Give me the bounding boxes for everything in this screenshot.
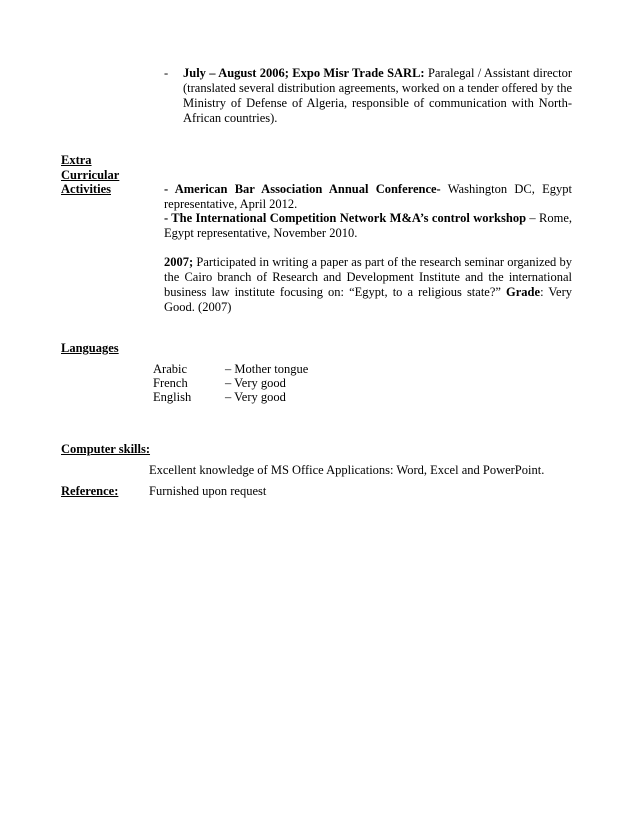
extra-curricular-heading-line2: Curricular — [61, 167, 120, 182]
activity-title: - American Bar Association Annual Conference- — [164, 182, 441, 196]
activity-grade-value: : Very Good. (2007) — [164, 285, 572, 314]
activity-text: – Rome, Egypt representative, November 2010. — [164, 211, 573, 240]
language-name: English — [153, 390, 192, 404]
language-name: Arabic — [153, 362, 188, 376]
activity-text: Washington DC, Egypt representative, April 2012. — [164, 182, 572, 211]
reference-heading: Reference: — [61, 484, 119, 498]
activity-item-research-paper — [164, 255, 572, 315]
activity-item-aba-conference — [164, 182, 572, 212]
activity-year: 2007; — [164, 255, 194, 269]
extra-curricular-heading-line3: Activities — [61, 182, 111, 196]
activity-item-icn-workshop — [164, 211, 572, 241]
language-row-french — [153, 376, 308, 390]
employment-title: July – August 2006; Expo Misr Trade SARL: — [183, 66, 425, 80]
languages-list — [153, 362, 308, 404]
computer-skills-text: Excellent knowledge of MS Office Applications: Word, Excel and PowerPoint. — [149, 463, 545, 477]
language-level: – Mother tongue — [225, 362, 309, 376]
employment-description: Paralegal / Assistant director (translated several distribution agreements, worked on a tender offered by the Ministry of Defense of Algeria, responsible of communication with North-African countries). — [183, 66, 572, 125]
language-level: – Very good — [225, 376, 286, 390]
computer-skills-heading: Computer skills: — [61, 442, 151, 456]
language-level: – Very good — [225, 390, 286, 404]
language-row-arabic — [153, 362, 308, 376]
extra-curricular-heading — [61, 153, 151, 197]
employment-entry — [183, 66, 572, 126]
activity-grade-label: Grade — [506, 285, 541, 299]
language-row-english — [153, 390, 308, 404]
extra-curricular-heading-line1: Extra — [61, 153, 92, 167]
language-name: French — [153, 376, 188, 390]
activity-text: Participated in writing a paper as part of the research seminar organized by the Cairo branch of Research and Development Institute and the international business law institute focusing on: “Egypt, to a religious state?” — [164, 255, 573, 299]
activity-title: - The International Competition Network M&A’s control workshop — [164, 211, 527, 225]
languages-heading: Languages — [61, 341, 119, 355]
reference-text: Furnished upon request — [149, 484, 267, 498]
employment-bullet-dash: - — [164, 66, 169, 80]
